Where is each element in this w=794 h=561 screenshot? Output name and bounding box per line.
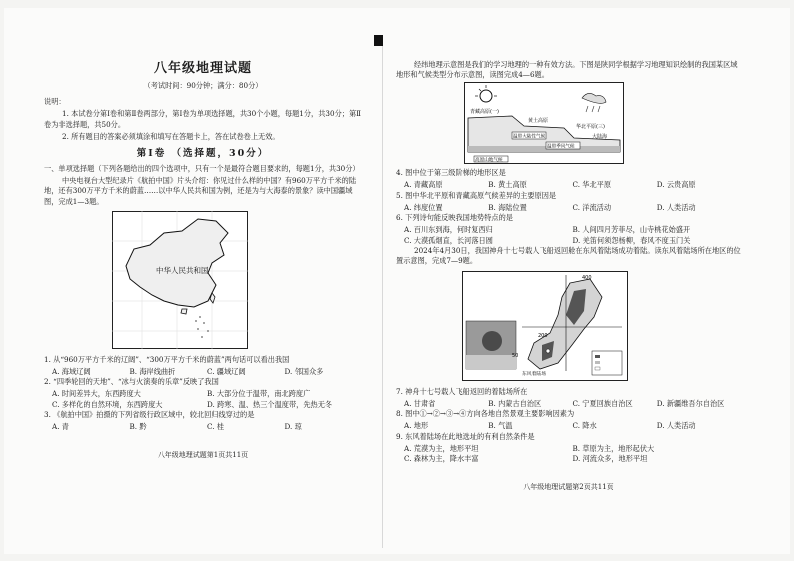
q1-option-c[interactable]: C. 疆域辽阔 bbox=[207, 366, 246, 376]
question-6-options bbox=[404, 225, 741, 246]
landing-site-map bbox=[462, 271, 628, 381]
question-9: 9. 东风着陆场在此地选址的有利自然条件是 bbox=[396, 431, 535, 441]
diagram-label-continental: 温带大陆性气候 bbox=[513, 134, 546, 140]
q5-option-c[interactable]: C. 洋流活动 bbox=[572, 202, 612, 212]
question-6: 6. 下列诗句能反映我国地势特点的是 bbox=[396, 213, 513, 223]
q3-option-b[interactable]: B. 黔 bbox=[129, 422, 147, 432]
q2-option-c[interactable]: C. 多样化的自然环境，东西跨度大 bbox=[52, 399, 163, 409]
question-2-options bbox=[52, 389, 362, 410]
exam-title: 八年级地理试题 bbox=[153, 61, 252, 76]
q8-option-d[interactable]: D. 人类活动 bbox=[656, 421, 696, 431]
question-2: 2. “四季轮回的天地”、“冰与火演奏的乐章”反映了我国 bbox=[44, 377, 219, 387]
q3-option-d[interactable]: D. 琼 bbox=[284, 422, 302, 432]
section-intro: 一、单项选择题（下列各题给出的四个选项中，只有一个是最符合题目要求的，每题1分，共30分） bbox=[44, 163, 360, 173]
question-1: 1. 从“960万平方千米的辽阔”、“300万平方千米的蔚蓝”两句话可以看出我国 bbox=[44, 355, 290, 365]
passage-1: 中央电视台大型纪录片《航拍中国》片头介绍：你见过什么样的中国？有960万平方千米的陆地，还有300万平方千米的蔚蓝……以中华人民共和国为例，还是为与大海泰的景象？读中国疆域图，完成1—3题。 bbox=[44, 175, 357, 206]
exam-sheet bbox=[4, 8, 790, 554]
page-left bbox=[44, 48, 362, 460]
map-country-label: 中华人民共和国 bbox=[156, 266, 209, 276]
question-3-options bbox=[52, 422, 362, 432]
question-1-options bbox=[52, 367, 362, 377]
q5-option-a[interactable]: A. 纬度位置 bbox=[404, 202, 443, 212]
q9-option-d[interactable]: D. 河流众多，地形平坦 bbox=[572, 453, 648, 463]
diagram-label-loess: 黄土高原 bbox=[528, 118, 549, 125]
note-1: 1. 本试卷分第Ⅰ卷和第Ⅱ卷两部分，第Ⅰ卷为单项选择题，共30个小题，每题1分，共30分；第Ⅱ卷为非选择题，共50分。 bbox=[44, 109, 362, 129]
diagram-label-sea: 大陆海 bbox=[592, 134, 608, 141]
section-title: 第Ⅰ卷 （选择题，30分） bbox=[136, 148, 270, 160]
q6-option-c[interactable]: C. 大漠孤烟直，长河落日圆 bbox=[404, 235, 493, 245]
isohyet-label-400: 400 bbox=[582, 274, 592, 281]
diagram-label-qinghai-tibet: 青藏高原(一) bbox=[470, 109, 499, 116]
question-9-options bbox=[404, 444, 741, 465]
question-5: 5. 图中华北平原和青藏高原气候差异的主要原因是 bbox=[396, 190, 557, 200]
q7-option-a[interactable]: A. 甘肃省 bbox=[404, 398, 436, 408]
question-7: 7. 神舟十七号载人飞船返回的着陆场所在 bbox=[396, 386, 528, 396]
isohyet-label-200: 200 bbox=[538, 332, 548, 339]
q6-option-d[interactable]: D. 羌笛何须怨杨柳，春风不度玉门关 bbox=[572, 235, 691, 245]
q8-option-b[interactable]: B. 气温 bbox=[488, 421, 513, 431]
right-page-footer: 八年级地理试题第2页共11页 bbox=[523, 483, 614, 492]
diagram-label-north-china-plain: 华北平原(三) bbox=[576, 124, 605, 131]
q5-option-b[interactable]: B. 海陆位置 bbox=[488, 202, 527, 212]
q2-option-d[interactable]: D. 跨寒、温、热三个温度带，先热无冬 bbox=[207, 399, 333, 409]
q7-option-c[interactable]: C. 宁夏回族自治区 bbox=[572, 398, 633, 408]
page-right bbox=[396, 60, 741, 492]
q4-option-c[interactable]: C. 华北平原 bbox=[572, 180, 612, 190]
question-4-options bbox=[404, 180, 741, 190]
question-8-options bbox=[404, 421, 741, 431]
page-fold-line bbox=[382, 38, 383, 548]
q2-option-a[interactable]: A. 时间差异大，东西跨度大 bbox=[52, 389, 141, 399]
terrain-climate-diagram bbox=[464, 82, 624, 164]
q9-option-b[interactable]: B. 草原为主，地形起伏大 bbox=[572, 443, 655, 453]
q7-option-b[interactable]: B. 内蒙古自治区 bbox=[488, 398, 542, 408]
q9-option-a[interactable]: A. 荒漠为主，地形平坦 bbox=[404, 443, 479, 453]
q9-option-c[interactable]: C. 森林为主，降水丰富 bbox=[404, 453, 479, 463]
china-territory-map bbox=[112, 211, 248, 349]
question-5-options bbox=[404, 203, 741, 213]
q3-option-c[interactable]: C. 桂 bbox=[207, 422, 224, 432]
q4-option-d[interactable]: D. 云贵高原 bbox=[656, 180, 696, 190]
q3-option-a[interactable]: A. 青 bbox=[52, 422, 69, 432]
q1-option-d[interactable]: D. 邻国众多 bbox=[284, 366, 324, 376]
q2-option-b[interactable]: B. 大部分位于温带，南北跨度广 bbox=[207, 389, 311, 399]
question-8: 8. 图中①→②→③→④方向各地自然景观主要影响因素为 bbox=[396, 409, 575, 419]
passage-2: 经纬地理示意图是我们的学习地理的一种有效方法。下图是陕同学根据学习地理知识绘制的我国某区域地形和气候类型分布示意图，读图完成4—6题。 bbox=[396, 60, 738, 80]
q8-option-c[interactable]: C. 降水 bbox=[572, 421, 597, 431]
q8-option-a[interactable]: A. 地形 bbox=[404, 421, 429, 431]
diagram-label-monsoon: 温带季风气候 bbox=[547, 144, 575, 150]
q4-option-b[interactable]: B. 黄土高原 bbox=[488, 180, 527, 190]
isohyet-label-50: 50 bbox=[512, 352, 519, 359]
q1-option-a[interactable]: A. 海域辽阔 bbox=[52, 366, 91, 376]
q4-option-a[interactable]: A. 青藏高原 bbox=[404, 180, 443, 190]
left-page-footer: 八年级地理试题第1页共11页 bbox=[157, 451, 249, 460]
question-4: 4. 图中位于第三级阶梯的地形区是 bbox=[396, 168, 506, 178]
q1-option-b[interactable]: B. 海岸线曲折 bbox=[129, 366, 176, 376]
question-3: 3. 《航拍中国》拍摄的下列省级行政区域中，较北回归线穿过的是 bbox=[44, 410, 255, 420]
passage-3: 2024年4月30日，我国神舟十七号载人飞船返回舱在东风着陆场成功着陆。读东风着陆场所在地区的位置示意图，完成7—9题。 bbox=[396, 245, 741, 266]
q6-option-a[interactable]: A. 百川东到海，何时复西归 bbox=[404, 225, 493, 235]
note-2: 2. 所有题目的答案必须填涂和填写在答题卡上，答在试卷卷上无效。 bbox=[62, 131, 280, 141]
diagram-label-plateau-climate: 高原山地气候 bbox=[475, 158, 503, 164]
q6-option-b[interactable]: B. 人间四月芳菲尽，山寺桃花始盛开 bbox=[572, 225, 691, 235]
registration-mark bbox=[374, 35, 383, 46]
q5-option-d[interactable]: D. 人类活动 bbox=[656, 202, 696, 212]
q7-option-d[interactable]: D. 新疆维吾尔自治区 bbox=[656, 398, 725, 408]
landing-site-label: 东风着陆场 bbox=[522, 371, 546, 377]
exam-subtitle: （考试时间：90分钟；满分：80分） bbox=[143, 80, 263, 90]
notes-heading: 说明： bbox=[44, 97, 66, 107]
question-7-options bbox=[404, 399, 741, 409]
